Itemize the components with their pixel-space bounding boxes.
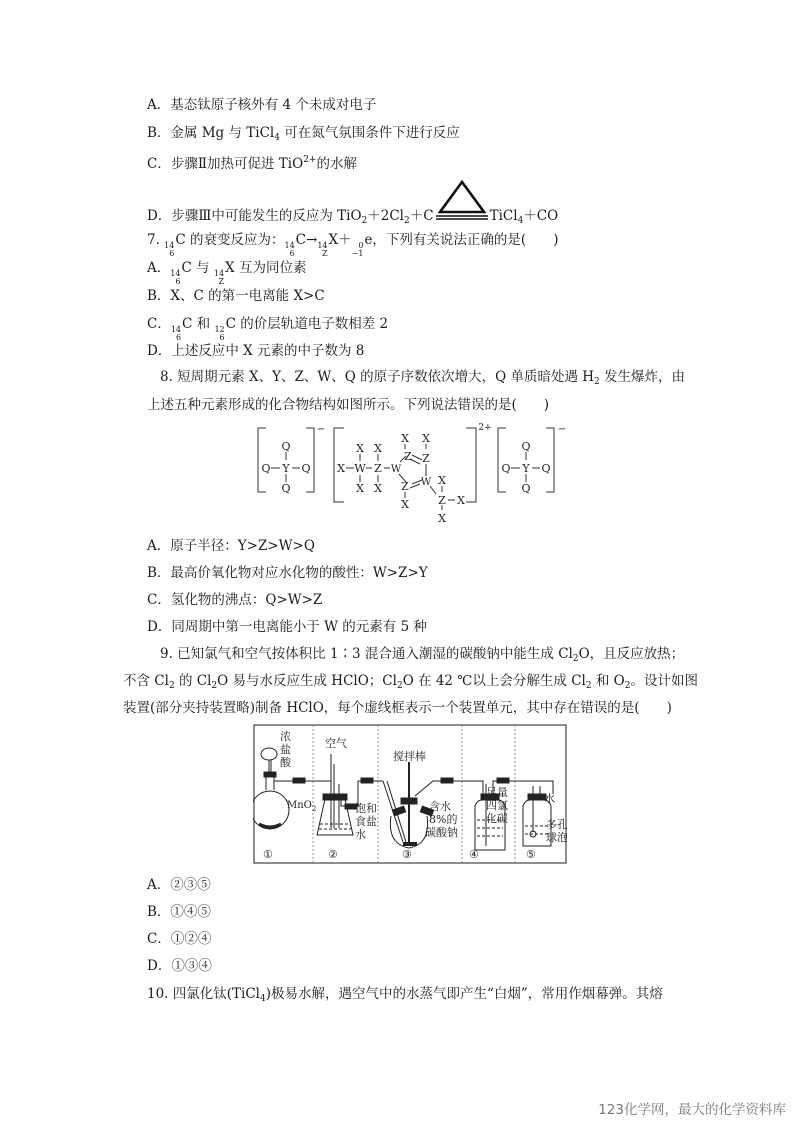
- label-ccl4: 足量: [486, 786, 508, 799]
- atom-x: X: [337, 462, 345, 475]
- label-ccl4: 化碳: [486, 812, 508, 825]
- atom-q: Q: [541, 462, 551, 475]
- q9-text: O 易与水反应生成 HClO；Cl: [217, 673, 397, 689]
- q8-text: 发生爆炸，由: [599, 369, 686, 385]
- q7-text: e，下列有关说法正确的是( ): [364, 232, 559, 248]
- bracket-right: [306, 428, 314, 492]
- q8-sub: 2: [594, 377, 600, 387]
- atom-x: X: [374, 442, 382, 455]
- atom-x: X: [422, 432, 430, 445]
- tube-connector: [441, 778, 453, 783]
- nuclide-x: [214, 270, 224, 286]
- q9-stem-line-2: [123, 672, 698, 695]
- label-saturated-brine: 水: [355, 828, 366, 841]
- q6-b-text-2: 可在氮气氛围条件下进行反应: [279, 125, 460, 141]
- atomic-number: Z: [218, 277, 225, 286]
- option-text: C 和: [182, 316, 215, 332]
- atom-y: Y: [522, 462, 530, 475]
- atomic-number: 6: [169, 249, 175, 258]
- q6-option-a: A．基态钛原子核外有 4 个未成对电子: [147, 97, 377, 113]
- q9-stem-line-1: [160, 645, 684, 668]
- q9-text: 的 Cl: [174, 673, 212, 689]
- tube-connector: [293, 778, 305, 783]
- mass-number: 14: [170, 269, 181, 278]
- q6-c-text: C．步骤Ⅱ加热可促进 TiO: [147, 156, 304, 172]
- q8-structure-figure: [254, 422, 566, 526]
- atom-x: X: [356, 442, 364, 455]
- atom-x: X: [401, 432, 409, 445]
- atom-q: Q: [521, 482, 531, 495]
- q8-option-b: B．最高价氧化物对应水化物的酸性：W>Z>Y: [147, 565, 428, 581]
- label-air: 空气: [325, 737, 347, 750]
- q6-d-text: D．步骤Ⅲ中可能发生的反应为 TiO: [147, 208, 362, 224]
- q7-text: X＋: [328, 232, 352, 248]
- q9-stem-line-3: 装置(部分夹持装置略)制备 HClO，每个虚线框表示一个装置单元，其中存在错误的是( ): [123, 700, 672, 716]
- unit-number-3: ③: [402, 848, 412, 861]
- q9-sub: 2: [211, 681, 218, 691]
- q6-b-text: B．金属 Mg 与 TiCl: [147, 125, 275, 141]
- label-saturated-brine: 食盐: [355, 815, 377, 828]
- q9-text: 不含 Cl: [123, 673, 169, 689]
- atom-z: Z: [374, 462, 382, 475]
- q6-d-text-2: ＋2Cl: [367, 208, 405, 224]
- label-conc-hcl: 酸: [280, 756, 291, 769]
- q9-text: 和 O: [591, 673, 625, 689]
- bracket-right: [466, 428, 476, 502]
- atom-q: Q: [281, 440, 291, 453]
- label-conc-hcl: 浓: [280, 730, 291, 743]
- q8-option-c: C．氢化物的沸点：Q>W>Z: [147, 592, 323, 608]
- atom-x: X: [401, 498, 409, 511]
- atom-z: Z: [422, 452, 430, 465]
- atom-y: Y: [282, 462, 290, 475]
- nuclide-c14: [171, 326, 181, 342]
- q9-text: O，且反应放热；: [578, 646, 685, 662]
- nuclide-c14: [170, 270, 180, 286]
- q9-sub: 2: [168, 681, 175, 691]
- q9-text: O 在 42 ℃以上会分解生成 Cl: [402, 673, 586, 689]
- label-bubbler: 球泡: [546, 831, 567, 844]
- unit-number-2: ②: [328, 848, 338, 861]
- charge-label: −: [557, 424, 566, 435]
- q7-option-a: [147, 259, 306, 286]
- charge-number: −1: [351, 249, 364, 258]
- q7-number: 7.: [147, 232, 165, 248]
- label-ccl4: 四氯: [486, 799, 508, 812]
- bracket-left: [258, 428, 266, 492]
- option-text: C 的价层轨道电子数相差 2: [225, 316, 389, 332]
- q9-option-b: B．①④⑤: [147, 904, 211, 920]
- q9-option-d: D．①③④: [147, 958, 212, 974]
- q10-text: )极易水解，遇空气中的水蒸气即产生“白烟”，常用作烟幕弹。其熔: [265, 986, 663, 1002]
- atom-x: X: [356, 482, 364, 495]
- q9-sub: 2: [396, 681, 403, 691]
- watermark-footer: 123化学网，最大的化学资料库: [598, 1102, 786, 1118]
- q7-stem: [147, 231, 558, 258]
- charge-label: 2+: [478, 423, 492, 433]
- atom-z: Z: [401, 480, 409, 493]
- atom-q: Q: [301, 462, 311, 475]
- q6-c-text-2: 的水解: [316, 156, 357, 172]
- q8-stem-line-1: [160, 368, 685, 391]
- q8-option-d: D．同周期中第一电离能小于 W 的元素有 5 种: [147, 619, 427, 635]
- atomic-number: 6: [219, 333, 225, 342]
- option-text: C 与: [181, 260, 214, 276]
- label-water: 水: [544, 792, 555, 805]
- label-mno2: MnO$_2$: [287, 800, 317, 813]
- q6-d-sub-2: 2: [404, 216, 410, 226]
- atomic-number: Z: [321, 249, 328, 258]
- q6-d-text-4: TiCl: [489, 208, 518, 224]
- round-flask-icon: [253, 777, 289, 829]
- mass-number: 14: [213, 269, 225, 278]
- q8-text: 8. 短周期元素 X、Y、Z、W、Q 的原子序数依次增大，Q 单质暗处遇 H: [160, 369, 595, 385]
- q9-sub: 2: [624, 681, 631, 691]
- bracket-left: [498, 428, 506, 492]
- atom-q: Q: [281, 482, 291, 495]
- nuclide-e: [352, 242, 364, 258]
- q9-sub: 2: [572, 654, 579, 664]
- q6-option-c: [147, 151, 357, 173]
- q10-stem: [147, 985, 663, 1008]
- atom-z: Z: [438, 494, 446, 507]
- mass-number: 14: [170, 325, 182, 334]
- q8-stem-line-2: 上述五种元素形成的化合物结构如图所示。下列说法错误的是( ): [147, 397, 550, 413]
- unit-number-1: ①: [263, 848, 273, 861]
- q6-option-b: [147, 124, 460, 147]
- q6-d-sub-3: 4: [517, 216, 524, 226]
- q6-b-sub: 4: [274, 133, 280, 143]
- mass-number: 14: [164, 241, 175, 250]
- q6-d-text-3: ＋C: [409, 208, 434, 224]
- unit-number-4: ④: [469, 848, 479, 861]
- label-sodium-carbonate: 碳酸钠: [425, 826, 458, 839]
- atomic-number: 6: [175, 277, 181, 286]
- q9-text: 。设计如图: [630, 673, 698, 689]
- q7-text: C→: [295, 232, 318, 248]
- atom-x: X: [457, 494, 465, 507]
- option-text: X 互为同位素: [225, 260, 307, 276]
- q6-c-sup: 2+: [303, 155, 317, 165]
- mass-number: 14: [284, 241, 295, 250]
- atom-w: W: [354, 462, 366, 475]
- nuclide-x: [317, 242, 327, 258]
- q10-text: 10. 四氯化钛(TiCl: [147, 986, 260, 1002]
- atom-q: Q: [501, 462, 511, 475]
- mass-number: 0: [358, 241, 364, 250]
- nuclide-c14: [284, 242, 294, 258]
- q10-sub: 4: [260, 994, 266, 1004]
- charge-label: −: [316, 424, 326, 435]
- tube-connector: [497, 778, 509, 783]
- heat-triangle-icon: [434, 204, 490, 222]
- q9-option-c: C．①②④: [147, 931, 212, 947]
- atom-x: X: [438, 512, 446, 525]
- q9-sub: 2: [585, 681, 592, 691]
- q6-d-sub-1: 2: [361, 216, 368, 226]
- atom-x: X: [374, 482, 382, 495]
- tube-connector: [361, 778, 373, 783]
- label-sodium-carbonate: 8%的: [429, 813, 458, 826]
- atom-q: Q: [521, 440, 531, 453]
- unit-number-5: ⑤: [526, 848, 536, 861]
- q6-d-text-5: ＋CO: [523, 208, 559, 224]
- atom-w: W: [390, 464, 402, 475]
- option-label: A．: [147, 260, 171, 276]
- nuclide-c12: [214, 326, 224, 342]
- atomic-number: 6: [289, 249, 295, 258]
- q7-option-b: B．X、C 的第一电离能 X>C: [147, 288, 325, 304]
- q8-option-a: A．原子半径：Y>Z>W>Q: [147, 538, 315, 554]
- q7-option-d: D．上述反应中 X 元素的中子数为 8: [147, 343, 365, 359]
- mass-number: 14: [317, 241, 328, 250]
- atom-w: W: [420, 477, 432, 488]
- atom-z: Z: [404, 450, 412, 463]
- mass-number: 12: [214, 325, 225, 334]
- label-stir-rod: 搅拌棒: [393, 750, 426, 763]
- q7-option-c: [147, 315, 388, 342]
- q9-option-a: A．②③⑤: [147, 877, 211, 893]
- label-bubbler: 多孔: [546, 818, 567, 831]
- separatory-funnel-icon: [261, 748, 277, 777]
- atom-x: X: [438, 474, 446, 487]
- nuclide-c14: [164, 242, 174, 258]
- option-label: C．: [147, 316, 171, 332]
- q9-text: 9. 已知氯气和空气按体积比 1∶3 混合通入潮湿的碳酸钠中能生成 Cl: [160, 646, 573, 662]
- conical-flask-icon: [317, 754, 353, 835]
- label-saturated-brine: 饱和: [355, 802, 377, 815]
- q6-option-d: [147, 204, 558, 230]
- label-conc-hcl: 盐: [280, 743, 291, 756]
- q7-text: C 的衰变反应为：: [175, 232, 285, 248]
- label-sodium-carbonate: 含水: [429, 800, 451, 813]
- bracket-right: [546, 428, 554, 492]
- q9-apparatus-figure: [253, 724, 567, 864]
- atom-q: Q: [261, 462, 271, 475]
- atomic-number: 6: [175, 333, 182, 342]
